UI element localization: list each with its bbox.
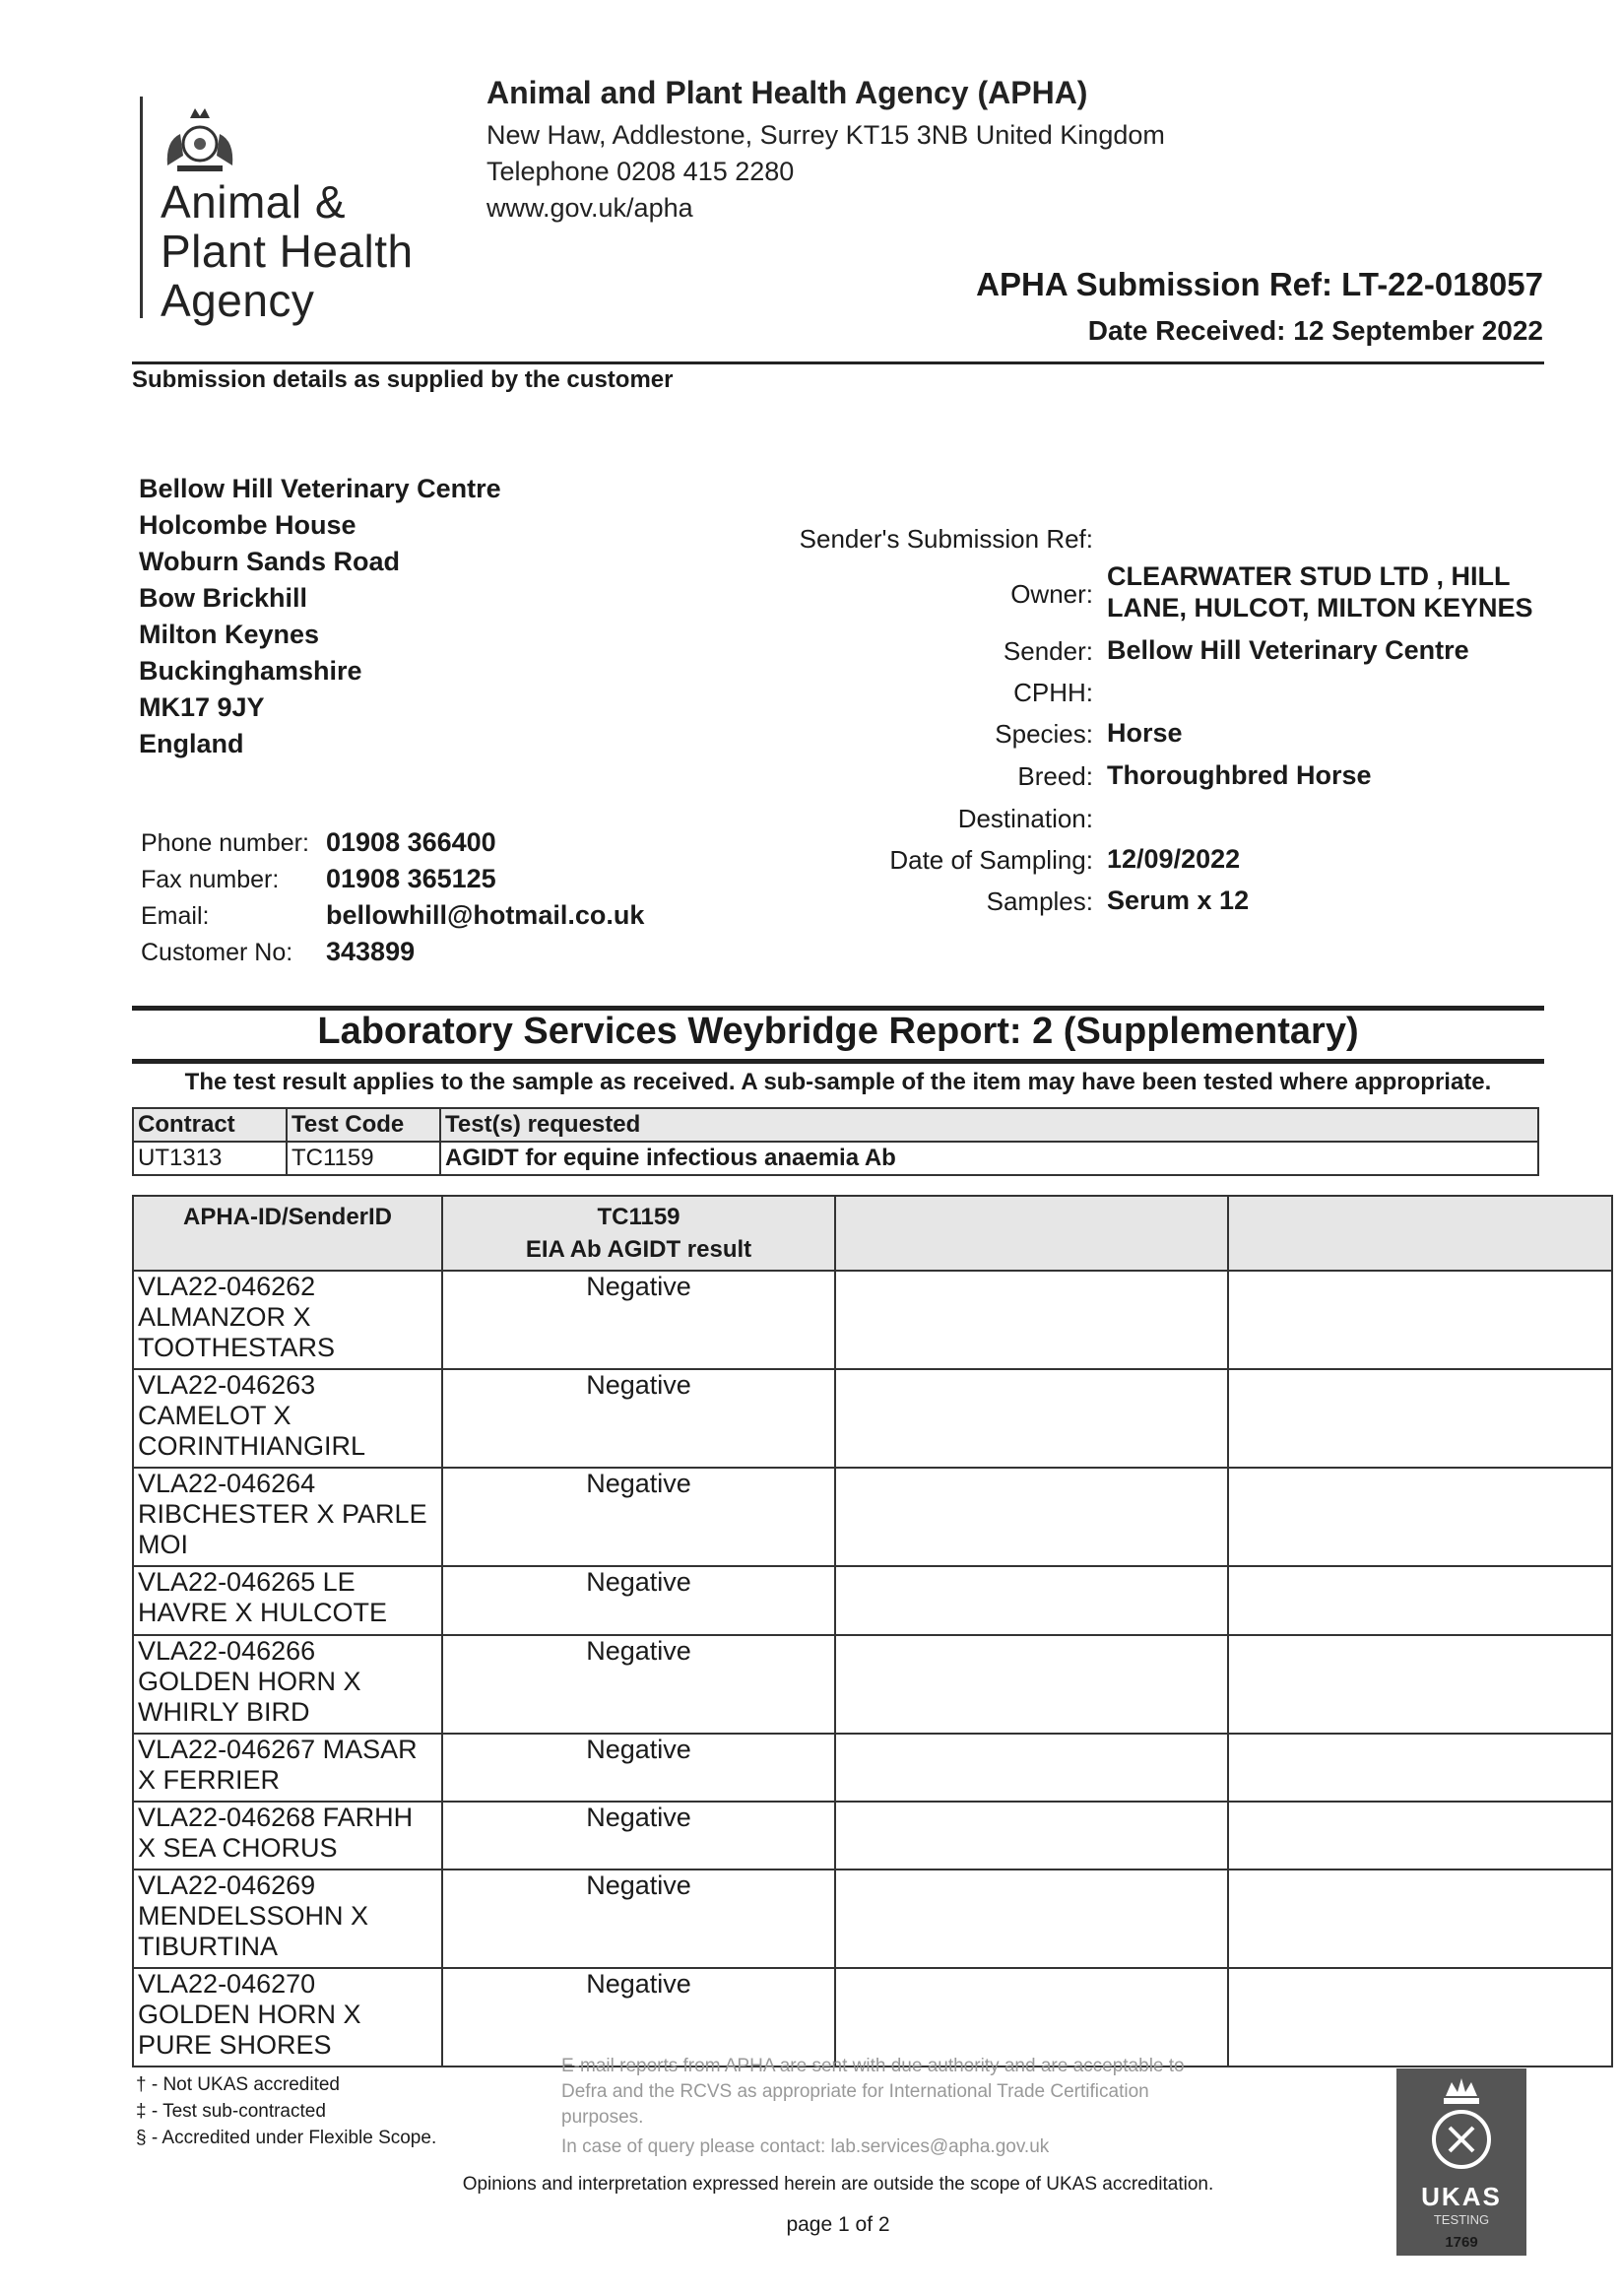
header-line: TC1159 <box>597 1204 680 1230</box>
ukas-number: 1769 <box>1445 2234 1478 2251</box>
table-header-row <box>133 1108 1538 1142</box>
address-line: MK17 9JY <box>139 692 265 722</box>
submission-note: Submission details as supplied by the customer <box>132 366 674 393</box>
senders-ref-label: Sender's Submission Ref: <box>799 524 1093 554</box>
ukas-disclaimer: Opinions and interpretation expressed herein are outside the scope of UKAS accreditation. <box>462 2174 1214 2195</box>
address-line: Woburn Sands Road <box>139 547 401 576</box>
table-row <box>133 1734 1612 1802</box>
empty-header <box>1228 1196 1612 1271</box>
table-row <box>133 1802 1612 1870</box>
result-cell: Negative <box>442 1566 835 1635</box>
sample-id-cell: VLA22-046269 MENDELSSOHN X TIBURTINA <box>133 1870 442 1968</box>
column-header <box>442 1196 835 1271</box>
column-header: Test Code <box>287 1108 440 1142</box>
sample-id-cell: VLA22-046262 ALMANZOR X TOOTHESTARS <box>133 1271 442 1369</box>
column-header: APHA-ID/SenderID <box>133 1196 442 1271</box>
report-title: Laboratory Services Weybridge Report: 2 (Supplementary) <box>317 1011 1359 1052</box>
contract-cell: UT1313 <box>133 1142 287 1175</box>
result-cell: Negative <box>442 1271 835 1369</box>
logo-divider <box>140 97 143 318</box>
query-contact: In case of query please contact: lab.services@apha.gov.uk <box>561 2136 1050 2157</box>
sample-id-cell: VLA22-046270 GOLDEN HORN X PURE SHORES <box>133 1968 442 2066</box>
logo-text: Plant Health <box>161 226 414 277</box>
breed-label: Breed: <box>1017 761 1093 791</box>
sample-id-cell: VLA22-046265 LE HAVRE X HULCOTE <box>133 1566 442 1635</box>
legend-item: ‡ - Test sub-contracted <box>136 2101 326 2122</box>
email-value[interactable]: bellowhill@hotmail.co.uk <box>326 900 645 930</box>
address-line: England <box>139 729 244 758</box>
email-note: Defra and the RCVS as appropriate for International Trade Certification <box>561 2081 1149 2102</box>
result-cell: Negative <box>442 1734 835 1802</box>
sampling-date-label: Date of Sampling: <box>889 845 1093 875</box>
header-line: EIA Ab AGIDT result <box>525 1236 752 1263</box>
tests-table <box>132 1107 1539 1176</box>
address-line: Milton Keynes <box>139 620 320 649</box>
sampling-date-value: 12/09/2022 <box>1107 844 1241 874</box>
sample-id-cell: VLA22-046264 RIBCHESTER X PARLE MOI <box>133 1468 442 1566</box>
owner-value: CLEARWATER STUD LTD , HILL <box>1107 561 1511 591</box>
samples-value: Serum x 12 <box>1107 886 1250 915</box>
samples-label: Samples: <box>986 886 1093 916</box>
sender-label: Sender: <box>1003 636 1093 666</box>
ukas-label: UKAS <box>1421 2182 1502 2211</box>
result-cell: Negative <box>442 1968 835 2066</box>
org-name: Animal and Plant Health Agency (APHA) <box>486 75 1088 110</box>
email-note: E-mail reports from APHA are sent with due authority and are acceptable to <box>561 2056 1185 2076</box>
phone-value: 01908 366400 <box>326 827 496 857</box>
ukas-crown-icon <box>1396 2068 1526 2177</box>
fax-label: Fax number: <box>141 866 280 893</box>
org-phone: Telephone 0208 415 2280 <box>486 157 795 186</box>
table-row <box>133 1566 1612 1635</box>
results-table <box>132 1195 1613 2067</box>
cphh-label: CPHH: <box>1013 678 1093 707</box>
org-website[interactable]: www.gov.uk/apha <box>486 193 693 223</box>
logo-text: Agency <box>161 275 315 326</box>
sample-id-cell: VLA22-046268 FARHH X SEA CHORUS <box>133 1802 442 1870</box>
destination-label: Destination: <box>957 804 1093 833</box>
customer-no-label: Customer No: <box>141 939 293 966</box>
test-requested-cell: AGIDT for equine infectious anaemia Ab <box>440 1142 1538 1175</box>
test-code-cell: TC1159 <box>287 1142 440 1175</box>
owner-label: Owner: <box>1010 579 1093 609</box>
table-row <box>133 1142 1538 1175</box>
species-label: Species: <box>995 719 1093 749</box>
table-header-row <box>133 1196 1612 1271</box>
legend-item: § - Accredited under Flexible Scope. <box>136 2128 437 2148</box>
table-row <box>133 1468 1612 1566</box>
result-cell: Negative <box>442 1468 835 1566</box>
address-line: Buckinghamshire <box>139 656 362 686</box>
date-received: Date Received: 12 September 2022 <box>1087 315 1543 346</box>
ukas-logo <box>1396 2068 1526 2256</box>
table-row <box>133 1870 1612 1968</box>
sample-id-cell: VLA22-046266 GOLDEN HORN X WHIRLY BIRD <box>133 1635 442 1734</box>
sample-id-cell: VLA22-046263 CAMELOT X CORINTHIANGIRL <box>133 1369 442 1468</box>
report-rule-bottom <box>132 1059 1544 1064</box>
royal-crest-icon <box>156 97 244 185</box>
sender-value: Bellow Hill Veterinary Centre <box>1107 635 1469 665</box>
result-cell: Negative <box>442 1802 835 1870</box>
fax-value: 01908 365125 <box>326 864 496 893</box>
legend-item: † - Not UKAS accredited <box>136 2074 340 2095</box>
empty-header <box>835 1196 1228 1271</box>
result-cell: Negative <box>442 1870 835 1968</box>
page-number: page 1 of 2 <box>786 2213 890 2236</box>
submission-ref: APHA Submission Ref: LT-22-018057 <box>976 266 1543 302</box>
applies-note: The test result applies to the sample as received. A sub-sample of the item may have been tested where appropriate. <box>184 1069 1492 1095</box>
table-row <box>133 1369 1612 1468</box>
table-row <box>133 1968 1612 2066</box>
email-note: purposes. <box>561 2107 644 2128</box>
customer-no-value: 343899 <box>326 937 416 966</box>
result-cell: Negative <box>442 1369 835 1468</box>
address-line: Bellow Hill Veterinary Centre <box>139 474 501 503</box>
column-header: Test(s) requested <box>440 1108 1538 1142</box>
table-row <box>133 1635 1612 1734</box>
table-row <box>133 1271 1612 1369</box>
phone-label: Phone number: <box>141 829 309 857</box>
breed-value: Thoroughbred Horse <box>1107 760 1372 790</box>
sample-id-cell: VLA22-046267 MASAR X FERRIER <box>133 1734 442 1802</box>
org-address: New Haw, Addlestone, Surrey KT15 3NB United Kingdom <box>486 120 1165 150</box>
logo-text: Animal & <box>161 176 347 228</box>
email-label: Email: <box>141 902 210 930</box>
species-value: Horse <box>1107 718 1183 748</box>
address-line: Bow Brickhill <box>139 583 308 613</box>
ukas-sub: TESTING <box>1433 2212 1490 2227</box>
result-cell: Negative <box>442 1635 835 1734</box>
address-line: Holcombe House <box>139 510 356 540</box>
header-rule <box>132 361 1544 364</box>
column-header: Contract <box>133 1108 287 1142</box>
owner-value: LANE, HULCOT, MILTON KEYNES <box>1107 593 1533 623</box>
